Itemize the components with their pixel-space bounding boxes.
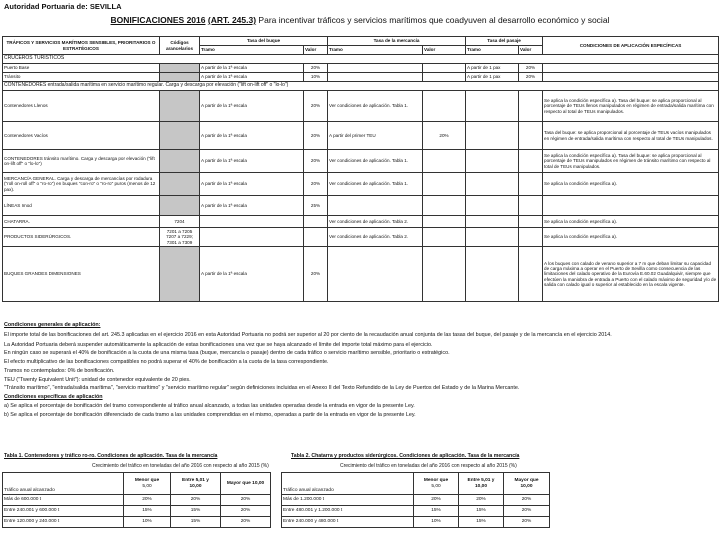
col-header-line: 5,00	[142, 483, 152, 489]
cell: 15%	[459, 517, 504, 528]
cell: 20%	[459, 495, 504, 506]
pasaje-tramo: A partir de 1 pax	[466, 73, 519, 82]
pasaje-tramo: A partir de 1 pax	[466, 64, 519, 73]
condition-text: a) Se aplica el porcentaje de bonificación del tramo correspondiente al tráfico anual alcanzado, a todas las unidades operadas desde la entrada en vigor de la presente Ley.	[4, 402, 415, 409]
buque-valor: 20%	[304, 150, 328, 173]
row-label: Entre 240.000 y 480.000 t	[282, 517, 414, 528]
table-row	[3, 517, 271, 528]
row-label: Más de 600.000 t	[3, 495, 124, 506]
cell: 20%	[504, 517, 550, 528]
buque-tramo: A partir de la 1ª escala	[200, 247, 304, 302]
col-header-line: 10,00	[189, 483, 202, 489]
cell: 15%	[459, 506, 504, 517]
cell: 10%	[414, 517, 459, 528]
table-row	[3, 196, 719, 216]
col-header	[504, 473, 550, 495]
row-label: Entre 240.001 y 600.000 t	[3, 506, 124, 517]
col-header-line: Menor que	[423, 477, 449, 483]
col-tasa-pasaje: Tasa del pasaje	[466, 37, 543, 46]
table-row	[3, 216, 719, 228]
row-condition: Tasa del buque: se aplica proporcional al porcentaje de TEUs vacíos manipulados en régimen de entrada/salida marítima con respecto al total de TEUs manipulados.	[543, 122, 719, 150]
mercancia-valor: 20%	[423, 122, 466, 150]
col-header	[171, 473, 221, 495]
condition-text: La Autoridad Portuaria deberá suspender automáticamente la aplicación de estas bonificaciones una vez que se haya alcanzado el límite del importe total máximo para el ejercicio.	[4, 341, 433, 348]
row-label: LÍNEAS Imod	[3, 196, 160, 216]
table2-subtitle: Crecimiento del tráfico en toneladas del año 2016 con respecto al año 2015 (%)	[340, 463, 517, 469]
row-condition: Se aplica la condición específica a). Tasa del buque: se aplica proporcional al porcentaje de TEUs llenos manipulados en régimen de entrada/salida marítima con respecto al total de TEUs manipulados.	[543, 91, 719, 122]
tariff-codes	[160, 228, 200, 247]
cell: 20%	[221, 506, 271, 517]
table2	[281, 472, 550, 528]
row-label: Puerto Base	[3, 64, 160, 73]
cell: 20%	[124, 495, 171, 506]
sub-valor: Valor	[519, 46, 543, 55]
col-header-line: Mayor que	[514, 477, 539, 483]
buque-valor: 20%	[304, 122, 328, 150]
condition-text: b) Se aplica el porcentaje de bonificación diferenciado de cada tramo a las unidades comprendidas en el mismo, operadas a partir de la entrada en vigor de la presente Ley.	[4, 411, 416, 418]
row-condition: Se aplica la condición específica a). Tasa del buque: se aplica proporcional al porcentaje de TEUs manipulados en régimen de tránsito marítimo con respecto al total de TEUs manipulados.	[543, 150, 719, 173]
col-conditions: CONDICIONES DE APLICACIÓN ESPECÍFICAS	[543, 37, 719, 55]
bonus-table	[2, 36, 719, 302]
table-row	[3, 506, 271, 517]
row-label: MERCANCÍA GENERAL. Carga y descarga de mercancías por rodadura ("roll on-roll off" o "ro-ro") en buques "con-ro" o "ro-ro" puros (menos de 12 pax).	[3, 173, 160, 196]
title-rest: Para incentivar tráficos y servicios marítimos que coadyuven al desarrollo económico y social	[256, 15, 610, 25]
row-label: Más de 1.200.000 t	[282, 495, 414, 506]
table1-title: Tabla 1. Contenedores y tráfico ro-ro. Condiciones de aplicación. Tasa de la mercancía	[4, 453, 218, 459]
col-header-line: 10,00	[520, 483, 533, 489]
page-title	[0, 15, 720, 25]
cell: 20%	[504, 495, 550, 506]
col-codes: Códigos arancelarios	[160, 37, 200, 55]
table-row	[3, 73, 719, 82]
table1	[2, 472, 271, 528]
row-label: PRODUCTOS SIDERÚRGICOS.	[3, 228, 160, 247]
cell: 10%	[124, 517, 171, 528]
section-contenedores: CONTENEDORES entrada/salida marítima en servicio marítimo regular. Carga y descarga por elevación ("lift on-lift off" o "lo-lo")	[3, 82, 719, 91]
cell: 15%	[171, 517, 221, 528]
col-header-line: 5,00	[431, 483, 441, 489]
title-art: (ART. 245.3)	[207, 15, 257, 25]
pasaje-valor: 20%	[519, 73, 543, 82]
buque-valor: 20%	[304, 64, 328, 73]
col-header-line: Menor que	[134, 477, 160, 483]
buque-tramo: A partir de la 1ª escala	[200, 73, 304, 82]
mercancia-tramo: A partir del primer TEU	[328, 122, 423, 150]
tariff-code: 7204	[160, 216, 200, 228]
buque-valor: 20%	[304, 91, 328, 122]
mercancia-tramo: Ver condiciones de aplicación. Tabla 1.	[328, 150, 423, 173]
conditions-section	[4, 322, 716, 418]
general-conditions-title: Condiciones generales de aplicación:	[4, 322, 101, 328]
col-header	[221, 473, 271, 495]
cell: 20%	[221, 495, 271, 506]
table-row	[282, 495, 550, 506]
table-row	[282, 517, 550, 528]
buque-tramo: A partir de la 1ª escala	[200, 91, 304, 122]
table-row	[3, 122, 719, 150]
section-cruceros: CRUCEROS TURISTICOS	[3, 55, 719, 64]
buque-valor: 10%	[304, 73, 328, 82]
col-header	[459, 473, 504, 495]
col-header	[414, 473, 459, 495]
row-label: Tránsito	[3, 73, 160, 82]
port-authority-header: Autoridad Portuaria de: SEVILLA	[4, 2, 122, 11]
condition-text: El importe total de las bonificaciones del art. 245.3 aplicadas en el ejercicio 2016 en esta Autoridad Portuaria no podrá ser superior al 20 por ciento de la recaudación anual conjunta de las tasas del buque, del pasaje y de la mercancía en el ejercicio 2014.	[4, 331, 612, 338]
row-label: Contenedores Vacíos	[3, 122, 160, 150]
table-row	[3, 64, 719, 73]
title-main: BONIFICACIONES 2016	[110, 15, 206, 25]
condition-text: Tramos no contemplados: 0% de bonificación.	[4, 367, 115, 374]
table-row	[3, 91, 719, 122]
table1-subtitle: Crecimiento del tráfico en toneladas del año 2016 con respecto al año 2015 (%)	[92, 463, 269, 469]
buque-tramo: A partir de la 1ª escala	[200, 122, 304, 150]
condition-text: El efecto multiplicativo de las bonificaciones compatibles no podrá superar el 40% de bonificación a la cuota de la tasa correspondiente.	[4, 359, 329, 365]
col-header	[124, 473, 171, 495]
row-condition: Se aplica la condición específica a).	[543, 228, 719, 247]
sub-tramo: Tramo	[200, 46, 304, 55]
sub-valor: Valor	[423, 46, 466, 55]
col-header-line: Mayor que 10,00	[226, 480, 265, 486]
buque-valor: 20%	[304, 173, 328, 196]
tariff-code: 7201 a 7205	[166, 229, 193, 235]
table-row	[3, 173, 719, 196]
row-label: Contenedores Llenos	[3, 91, 160, 122]
table-row	[282, 506, 550, 517]
row-label: CONTENEDORES tránsito marítimo. Carga y descarga por elevación ("lift on-lift off" o "lo-lo")	[3, 150, 160, 173]
row-condition: Se aplica la condición específica a).	[543, 173, 719, 196]
buque-valor: 25%	[304, 196, 328, 216]
sub-valor: Valor	[304, 46, 328, 55]
cell: 15%	[171, 506, 221, 517]
condition-text: TEU ("Twenty Equivalent Unit"): unidad de contenedor equivalente de 20 pies.	[4, 376, 191, 383]
col-traffic: Tráfico anual alcanzado	[3, 473, 124, 495]
table-row	[3, 495, 271, 506]
tariff-code: 7207 a 7229;	[166, 234, 193, 240]
buque-tramo: A partir de la 1ª escala	[200, 173, 304, 196]
col-traffic: TRÁFICOS Y SERVICIOS MARÍTIMOS SENSIBLES, PRIORITARIOS O ESTRATÉGICOS	[3, 37, 160, 55]
table2-title: Tabla 2. Chatarra y productos siderúrgicos. Condiciones de aplicación. Tasa de la mercancía	[291, 453, 520, 459]
buque-tramo: A partir de la 1ª escala	[200, 150, 304, 173]
cell: 20%	[221, 517, 271, 528]
row-label: Entre 480.001 y 1.200.000 t	[282, 506, 414, 517]
mercancia-tramo: Ver condiciones de aplicación. Tabla 2.	[328, 228, 423, 247]
table-row	[3, 247, 719, 302]
buque-valor: 20%	[304, 247, 328, 302]
condition-text: "Tránsito marítimo", "entrada/salida marítima", "servicio marítimo" y "servicio marítimo regular" según definiciones incluidas en el Anexo II del Texto Refundido de la Ley de Puertos del Estado y de la Marina Mercante.	[4, 385, 520, 392]
mercancia-tramo: Ver condiciones de aplicación. Tabla 1.	[328, 173, 423, 196]
col-header-line: Entre 5,01 y	[467, 477, 495, 483]
cell: 15%	[124, 506, 171, 517]
cell: 20%	[504, 506, 550, 517]
cell: 20%	[171, 495, 221, 506]
tariff-code: 7301 a 7309	[166, 239, 193, 245]
row-label: Entre 120.000 y 240.000 t	[3, 517, 124, 528]
pasaje-valor: 20%	[519, 64, 543, 73]
row-condition: Se aplica la condición específica a).	[543, 216, 719, 228]
col-tasa-buque: Tasa del buque	[200, 37, 328, 46]
col-header-line: Entre 5,01 y	[182, 477, 209, 483]
cell: 20%	[414, 495, 459, 506]
col-traffic: Tráfico anual alcanzado	[282, 473, 414, 495]
specific-conditions-title: Condiciones específicas de aplicación	[4, 394, 103, 400]
table-row	[3, 228, 719, 247]
cell: 15%	[414, 506, 459, 517]
condition-text: En ningún caso se superará el 40% de bonificación a la cuota de una misma tasa (buque, mercancía o pasaje) dentro de cada tráfico o servicio marítimo sensible, prioritario o estratégico.	[4, 350, 450, 357]
buque-tramo: A partir de la 1ª escala	[200, 64, 304, 73]
row-label: CHATARRA.	[3, 216, 160, 228]
sub-tramo: Tramo	[328, 46, 423, 55]
table-row	[3, 150, 719, 173]
sub-tramo: Tramo	[466, 46, 519, 55]
buque-tramo: A partir de la 1ª escala	[200, 196, 304, 216]
mercancia-tramo: Ver condiciones de aplicación. Tabla 2.	[328, 216, 423, 228]
row-label: BUQUES GRANDES DIMENSIONES	[3, 247, 160, 302]
col-header-line: 10,00	[474, 483, 487, 489]
col-tasa-mercancia: Tasa de la mercancía	[328, 37, 466, 46]
row-condition: A los buques con calado de verano superior a 7 m que deban limitar su capacidad de carga máxima a operar en el Puerto de Sevilla como consecuencia de las limitaciones del calado operativo de la Eurovía E.60.02 Guadalquivir, siempre que efectúen la maniobra de entrada a Puerto con el calado máximo de seguridad y/o de salida con calado igual o superior al establecido en la escala vigente.	[543, 247, 719, 302]
mercancia-tramo: Ver condiciones de aplicación. Tabla 1.	[328, 91, 423, 122]
